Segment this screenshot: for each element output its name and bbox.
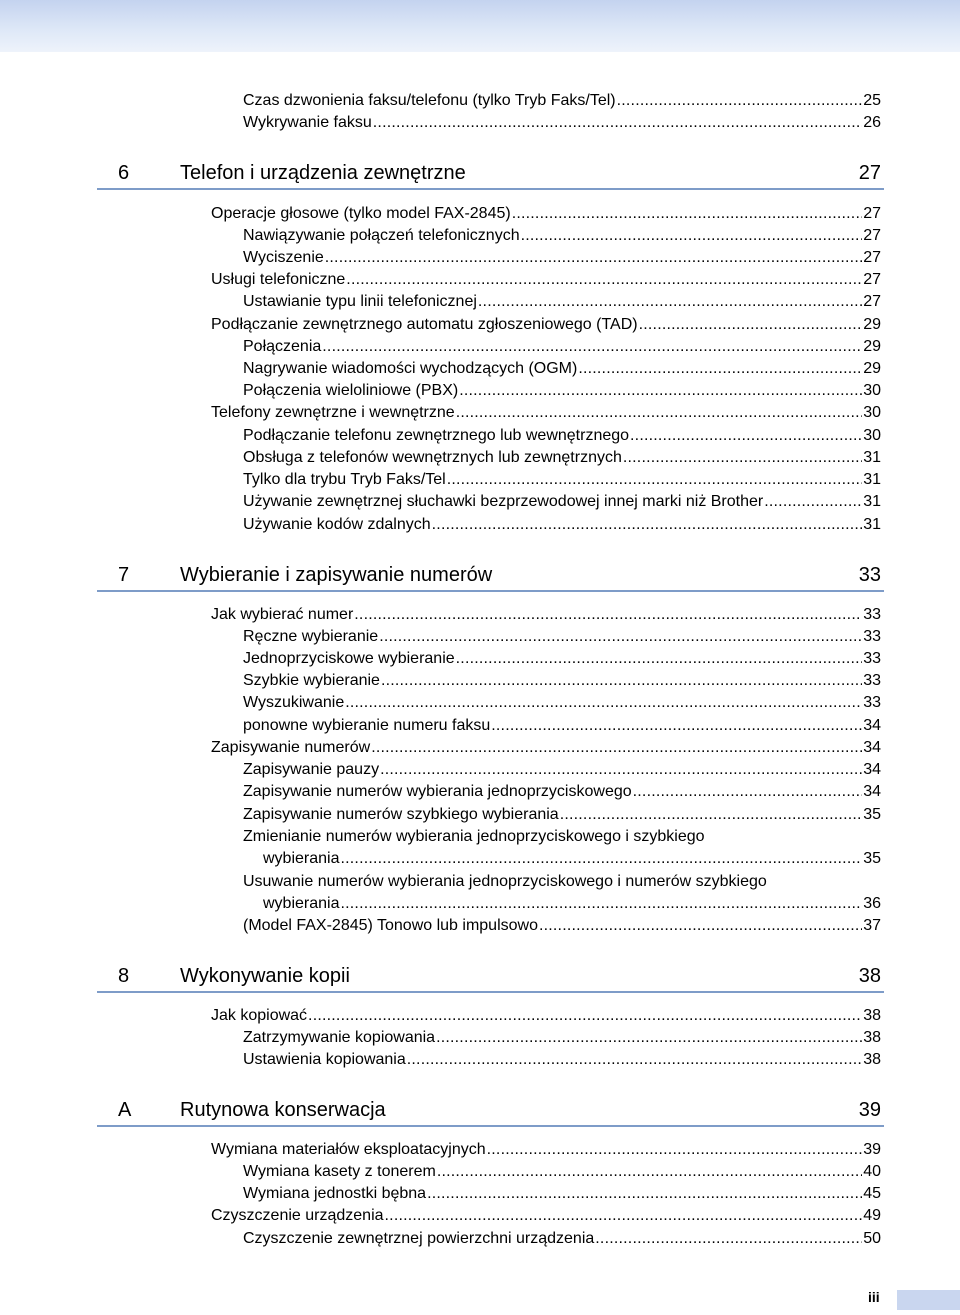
dot-leader <box>639 315 863 335</box>
toc-entry[interactable] <box>263 849 881 869</box>
toc-entry[interactable] <box>211 315 881 335</box>
dot-leader <box>764 492 862 512</box>
toc-entry-page: 30 <box>863 404 881 421</box>
dot-leader <box>340 894 862 914</box>
toc-entry-page: 31 <box>863 471 881 488</box>
toc-entry-page: 34 <box>863 717 881 734</box>
toc-entry-title: Wykrywanie faksu <box>243 114 372 131</box>
dot-leader <box>578 359 862 379</box>
toc-entry-page: 34 <box>863 739 881 756</box>
dot-leader <box>630 426 862 446</box>
toc-entry-title: Czyszczenie zewnętrznej powierzchni urządzenia <box>243 1230 595 1247</box>
header-band <box>0 0 960 52</box>
chapter-title: Wykonywanie kopii <box>180 965 350 987</box>
dot-leader <box>373 113 862 133</box>
toc-entry[interactable] <box>243 627 881 647</box>
toc-entry-title: Jednoprzyciskowe wybieranie <box>243 650 455 667</box>
toc-entry-title: Jak kopiować <box>211 1007 308 1024</box>
toc-entry[interactable] <box>243 716 881 736</box>
toc-entry[interactable] <box>211 738 881 758</box>
toc-entry-page: 31 <box>863 449 881 466</box>
toc-entry-title: ponowne wybieranie numeru faksu <box>243 717 491 734</box>
toc-entry-page: 27 <box>863 205 881 222</box>
dot-leader <box>447 470 862 490</box>
toc-entry[interactable] <box>243 1050 881 1070</box>
toc-entry-title: Zatrzymywanie kopiowania <box>243 1029 436 1046</box>
dot-leader <box>385 1206 863 1226</box>
toc-entry[interactable] <box>243 649 881 669</box>
toc-entry-title: (Model FAX-2845) Tonowo lub impulsowo <box>243 917 538 934</box>
toc-entry[interactable] <box>243 671 881 691</box>
page-number: iii <box>868 1289 880 1305</box>
toc-entry-title: Zapisywanie pauzy <box>243 761 380 778</box>
toc-entry-title: Ustawianie typu linii telefonicznej <box>243 293 477 310</box>
toc-entry[interactable] <box>243 113 881 133</box>
toc-entry-page: 30 <box>863 382 881 399</box>
dot-leader <box>623 448 862 468</box>
toc-entry-title: Używanie zewnętrznej słuchawki bezprzewodowej innej marki niż Brother <box>243 493 764 510</box>
dot-leader <box>354 605 862 625</box>
dot-leader <box>487 1140 863 1160</box>
toc-entry-title: Usługi telefoniczne <box>211 271 346 288</box>
chapter-page: 38 <box>858 965 881 987</box>
toc-entry[interactable] <box>243 248 881 268</box>
toc-entry-title: Zapisywanie numerów wybierania jednoprzyciskowego <box>243 783 632 800</box>
toc-entry-title: Czyszczenie urządzenia <box>211 1207 384 1224</box>
toc-entry[interactable] <box>243 91 881 111</box>
toc-entry-page: 50 <box>863 1230 881 1247</box>
dot-leader <box>322 337 862 357</box>
toc-entry-page: 38 <box>863 1029 881 1046</box>
dot-leader <box>432 515 863 535</box>
toc-entry[interactable] <box>243 359 881 379</box>
toc-entry[interactable] <box>243 470 881 490</box>
toc-entry-page: 27 <box>863 227 881 244</box>
toc-entry-title: Zapisywanie numerów szybkiego wybierania <box>243 806 559 823</box>
toc-entry[interactable] <box>211 1206 881 1226</box>
toc-entry[interactable] <box>243 292 881 312</box>
toc-entry-title: Wymiana materiałów eksploatacyjnych <box>211 1141 486 1158</box>
toc-entry-page: 35 <box>863 850 881 867</box>
toc-entry[interactable] <box>243 805 881 825</box>
toc-entry-title: Wymiana kasety z tonerem <box>243 1163 436 1180</box>
dot-leader <box>491 716 862 736</box>
toc-entry-page: 34 <box>863 761 881 778</box>
dot-leader <box>381 671 862 691</box>
toc-entry-page: 45 <box>863 1185 881 1202</box>
page-number-tab <box>897 1290 960 1310</box>
toc-entry-title: Operacje głosowe (tylko model FAX-2845) <box>211 205 511 222</box>
chapter-page: 39 <box>858 1099 881 1121</box>
toc-entry[interactable] <box>211 1140 881 1160</box>
toc-entry[interactable] <box>263 894 881 914</box>
toc-entry[interactable] <box>243 916 881 936</box>
toc-entry[interactable] <box>243 426 881 446</box>
toc-entry-title: Połączenia <box>243 338 322 355</box>
toc-entry-title[interactable]: Usuwanie numerów wybierania jednoprzyciskowego i numerów szybkiego <box>243 873 767 890</box>
toc-entry-title: Nawiązywanie połączeń telefonicznych <box>243 227 520 244</box>
chapter-title: Rutynowa konserwacja <box>180 1099 386 1121</box>
chapter-number: 6 <box>118 162 130 184</box>
toc-entry-page: 39 <box>863 1141 881 1158</box>
toc-entry[interactable] <box>243 381 881 401</box>
toc-entry-page: 34 <box>863 783 881 800</box>
chapter-title: Wybieranie i zapisywanie numerów <box>180 564 493 586</box>
toc-entry-page: 30 <box>863 427 881 444</box>
toc-entry-title: Wyciszenie <box>243 249 324 266</box>
dot-leader <box>521 226 863 246</box>
chapter-number: 7 <box>118 564 130 586</box>
dot-leader <box>371 738 862 758</box>
dot-leader <box>325 248 862 268</box>
toc-entry-page: 31 <box>863 493 881 510</box>
toc-entry-title: Wyszukiwanie <box>243 694 345 711</box>
toc-entry-page: 27 <box>863 271 881 288</box>
chapter-page: 33 <box>858 564 881 586</box>
dot-leader <box>512 204 863 224</box>
toc-entry[interactable] <box>211 270 881 290</box>
toc-entry[interactable] <box>211 605 881 625</box>
toc-entry-title: Nagrywanie wiadomości wychodzących (OGM) <box>243 360 578 377</box>
toc-entry[interactable] <box>243 1229 881 1249</box>
toc-entry[interactable] <box>243 226 881 246</box>
toc-entry[interactable] <box>243 1162 881 1182</box>
toc-entry-page: 38 <box>863 1051 881 1068</box>
chapter-page: 27 <box>858 162 881 184</box>
toc-entry-title: Czas dzwonienia faksu/telefonu (tylko Tryb Faks/Tel) <box>243 92 616 109</box>
chapter-heading[interactable] <box>97 560 884 592</box>
toc-entry-page: 27 <box>863 293 881 310</box>
chapter-number: A <box>118 1099 132 1121</box>
dot-leader <box>459 381 862 401</box>
dot-leader <box>560 805 863 825</box>
dot-leader <box>346 270 862 290</box>
dot-leader <box>595 1229 862 1249</box>
dot-leader <box>456 403 863 423</box>
toc-entry[interactable] <box>211 403 881 423</box>
toc-entry-page: 33 <box>863 694 881 711</box>
toc-entry[interactable] <box>243 1184 881 1204</box>
toc-entry-page: 25 <box>863 92 881 109</box>
dot-leader <box>340 849 862 869</box>
toc-entry-page: 33 <box>863 672 881 689</box>
toc-entry[interactable] <box>243 337 881 357</box>
toc-entry[interactable] <box>211 1006 881 1026</box>
dot-leader <box>456 649 863 669</box>
dot-leader <box>539 916 862 936</box>
toc-entry-title: Wymiana jednostki bębna <box>243 1185 427 1202</box>
toc-entry-title: Telefony zewnętrzne i wewnętrzne <box>211 404 455 421</box>
toc-entry[interactable] <box>243 448 881 468</box>
toc-entry-page: 36 <box>863 895 881 912</box>
toc-entry-title: Tylko dla trybu Tryb Faks/Tel <box>243 471 446 488</box>
chapter-heading[interactable] <box>97 158 884 190</box>
toc-entry-title-cont: wybierania <box>263 850 340 867</box>
dot-leader <box>407 1050 862 1070</box>
chapter-number: 8 <box>118 965 130 987</box>
toc-entry-page: 33 <box>863 628 881 645</box>
toc-entry-page: 31 <box>863 516 881 533</box>
dot-leader <box>478 292 862 312</box>
toc-entry-page: 49 <box>863 1207 881 1224</box>
toc-entry-page: 29 <box>863 360 881 377</box>
toc-entry[interactable] <box>243 693 881 713</box>
toc-entry-title: Ustawienia kopiowania <box>243 1051 406 1068</box>
toc-entry[interactable] <box>243 515 881 535</box>
toc-entry-page: 37 <box>863 917 881 934</box>
toc-entry-title: Podłączanie telefonu zewnętrznego lub wewnętrznego <box>243 427 630 444</box>
chapter-heading[interactable] <box>97 961 884 993</box>
toc-entry-title[interactable]: Zmienianie numerów wybierania jednoprzyciskowego i szybkiego <box>243 828 705 845</box>
toc-entry[interactable] <box>211 204 881 224</box>
dot-leader <box>379 627 862 647</box>
dot-leader <box>427 1184 862 1204</box>
dot-leader <box>308 1006 862 1026</box>
toc-entry-title-cont: wybierania <box>263 895 340 912</box>
toc-entry-title: Jak wybierać numer <box>211 606 354 623</box>
dot-leader <box>437 1162 862 1182</box>
dot-leader <box>617 91 863 111</box>
dot-leader <box>436 1028 862 1048</box>
toc-entry-page: 29 <box>863 316 881 333</box>
toc-entry-title: Połączenia wieloliniowe (PBX) <box>243 382 459 399</box>
toc-entry-title: Zapisywanie numerów <box>211 739 371 756</box>
toc-entry-page: 27 <box>863 249 881 266</box>
toc-entry[interactable] <box>243 782 881 802</box>
chapter-title: Telefon i urządzenia zewnętrzne <box>180 162 466 184</box>
toc-entry-title: Podłączanie zewnętrznego automatu zgłoszeniowego (TAD) <box>211 316 638 333</box>
dot-leader <box>380 760 862 780</box>
toc-entry-page: 26 <box>863 114 881 131</box>
toc-entry[interactable] <box>243 492 881 512</box>
toc-entry-title: Ręczne wybieranie <box>243 628 379 645</box>
toc-entry[interactable] <box>243 1028 881 1048</box>
toc-entry-page: 35 <box>863 806 881 823</box>
toc-entry-page: 29 <box>863 338 881 355</box>
toc-entry-page: 38 <box>863 1007 881 1024</box>
dot-leader <box>633 782 863 802</box>
toc-entry-title: Szybkie wybieranie <box>243 672 380 689</box>
toc-entry-title: Używanie kodów zdalnych <box>243 516 431 533</box>
chapter-heading[interactable] <box>97 1095 884 1127</box>
toc-entry[interactable] <box>243 760 881 780</box>
dot-leader <box>345 693 862 713</box>
toc-entry-page: 40 <box>863 1163 881 1180</box>
toc-entry-page: 33 <box>863 650 881 667</box>
toc-entry-title: Obsługa z telefonów wewnętrznych lub zewnętrznych <box>243 449 622 466</box>
toc-entry-page: 33 <box>863 606 881 623</box>
